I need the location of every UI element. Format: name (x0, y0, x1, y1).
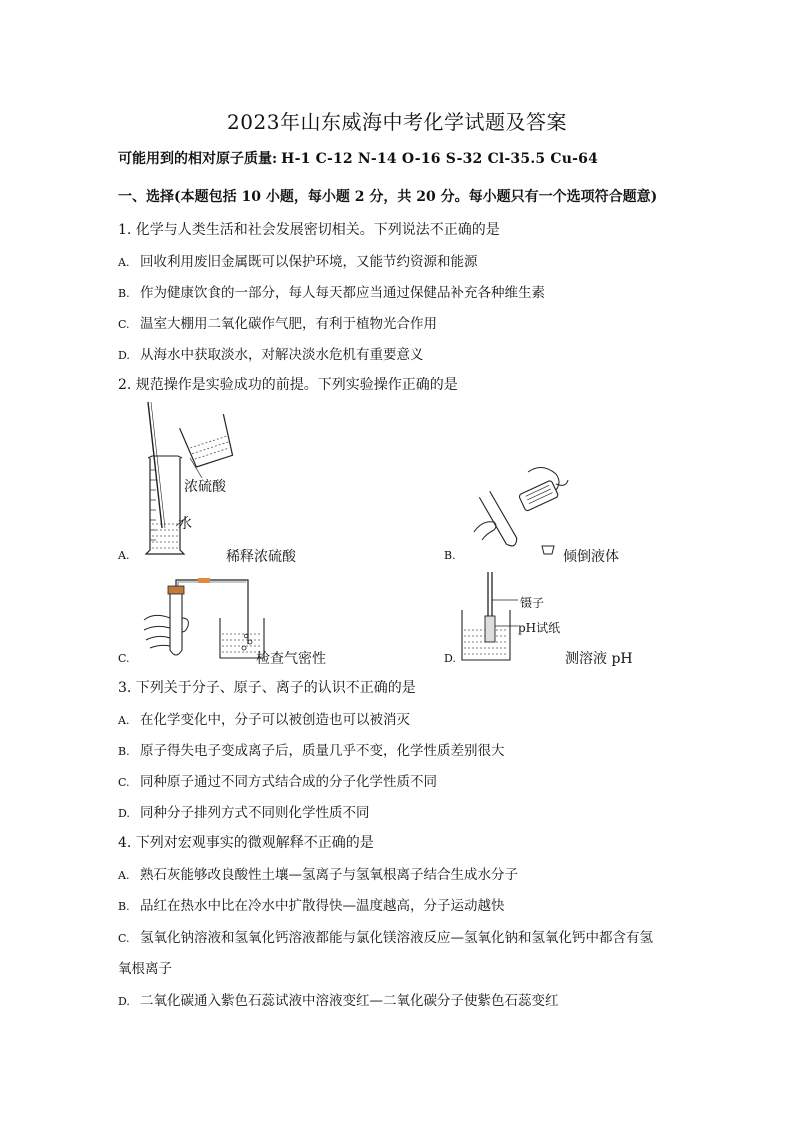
q4-stem: 4. 下列对宏观事实的微观解释不正确的是 (118, 835, 374, 851)
q1-option-a (118, 250, 478, 270)
q3-option-c (118, 770, 437, 790)
option-text: 原子得失电子变成离子后，质量几乎不变，化学性质差别很大 (140, 743, 505, 759)
q4-option-d (118, 989, 559, 1009)
option-key: C. (118, 776, 130, 789)
figure-d-caption: 测溶液 pH (565, 651, 633, 667)
q1-stem: 1. 化学与人类生活和社会发展密切相关。下列说法不正确的是 (118, 222, 500, 238)
figure-a-acid-label: 浓硫酸 (184, 479, 226, 495)
option-text: 在化学变化中，分子可以被创造也可以被消灭 (140, 712, 410, 728)
figure-d-paper-label: pH试纸 (518, 621, 561, 635)
q3-option-b (118, 739, 505, 759)
atomic-masses-label: 可能用到的相对原子质量: (118, 151, 278, 167)
option-key: A. (118, 869, 130, 882)
q3-option-d (118, 801, 370, 821)
option-key: D. (118, 807, 130, 820)
figure-b-caption: 倾倒液体 (563, 549, 619, 565)
q3-option-a (118, 708, 410, 728)
option-key: A. (118, 256, 130, 269)
q1-option-d (118, 343, 424, 363)
atomic-masses (118, 148, 598, 168)
q4-option-a (118, 863, 518, 883)
figure-b-key: B. (444, 549, 456, 562)
air-tightness-figure (140, 574, 270, 664)
option-text: 熟石灰能够改良酸性土壤—氢离子与氢氧根离子结合生成水分子 (140, 867, 518, 883)
figure-c-caption: 检查气密性 (256, 651, 326, 667)
q4-option-c (118, 926, 653, 946)
option-key: D. (118, 349, 130, 362)
q4-option-c-continued: 氧根离子 (118, 961, 172, 977)
figure-d-tweezers-label: 镊子 (520, 596, 545, 610)
option-text: 氢氧化钠溶液和氢氧化钙溶液都能与氯化镁溶液反应—氢氧化钠和氢氧化钙中都含有氢 (140, 930, 653, 946)
q1-option-c (118, 312, 437, 332)
figure-c-key: C. (118, 652, 130, 665)
option-key: C. (118, 932, 130, 945)
option-key: B. (118, 900, 130, 913)
option-text: 同种原子通过不同方式结合成的分子化学性质不同 (140, 774, 437, 790)
measure-ph-figure (460, 570, 520, 662)
option-text: 品红在热水中比在冷水中扩散得快—温度越高，分子运动越快 (140, 898, 505, 914)
option-text: 二氧化碳通入紫色石蕊试液中溶液变红—二氧化碳分子使紫色石蕊变红 (140, 993, 559, 1009)
figure-a-key: A. (118, 549, 130, 562)
section-heading: 一、选择(本题包括 10 小题，每小题 2 分，共 20 分。每小题只有一个选项符合题意) (118, 189, 658, 205)
q4-option-b (118, 894, 505, 914)
option-key: B. (118, 287, 130, 300)
q2-stem: 2. 规范操作是实验成功的前提。下列实验操作正确的是 (118, 377, 458, 393)
atomic-masses-values: H-1 C-12 N-14 O-16 S-32 Cl-35.5 Cu-64 (281, 151, 599, 167)
option-key: B. (118, 745, 130, 758)
q3-stem: 3. 下列关于分子、原子、离子的认识不正确的是 (118, 680, 416, 696)
pour-liquid-figure (464, 460, 574, 560)
q1-option-b (118, 281, 545, 301)
option-key: C. (118, 318, 130, 331)
option-key: D. (118, 995, 130, 1008)
option-text: 作为健康饮食的一部分，每人每天都应当通过保健品补充各种维生素 (140, 285, 545, 301)
figure-a-water-label: 水 (178, 516, 192, 532)
figure-d-key: D. (444, 652, 456, 665)
page-title: 2023年山东威海中考化学试题及答案 (227, 110, 567, 134)
option-key: A. (118, 714, 130, 727)
option-text: 同种分子排列方式不同则化学性质不同 (140, 805, 370, 821)
option-text: 回收利用废旧金属既可以保护环境，又能节约资源和能源 (140, 254, 478, 270)
option-text: 温室大棚用二氧化碳作气肥，有利于植物光合作用 (140, 316, 437, 332)
option-text: 从海水中获取淡水，对解决淡水危机有重要意义 (140, 347, 424, 363)
figure-a-caption: 稀释浓硫酸 (226, 549, 296, 565)
